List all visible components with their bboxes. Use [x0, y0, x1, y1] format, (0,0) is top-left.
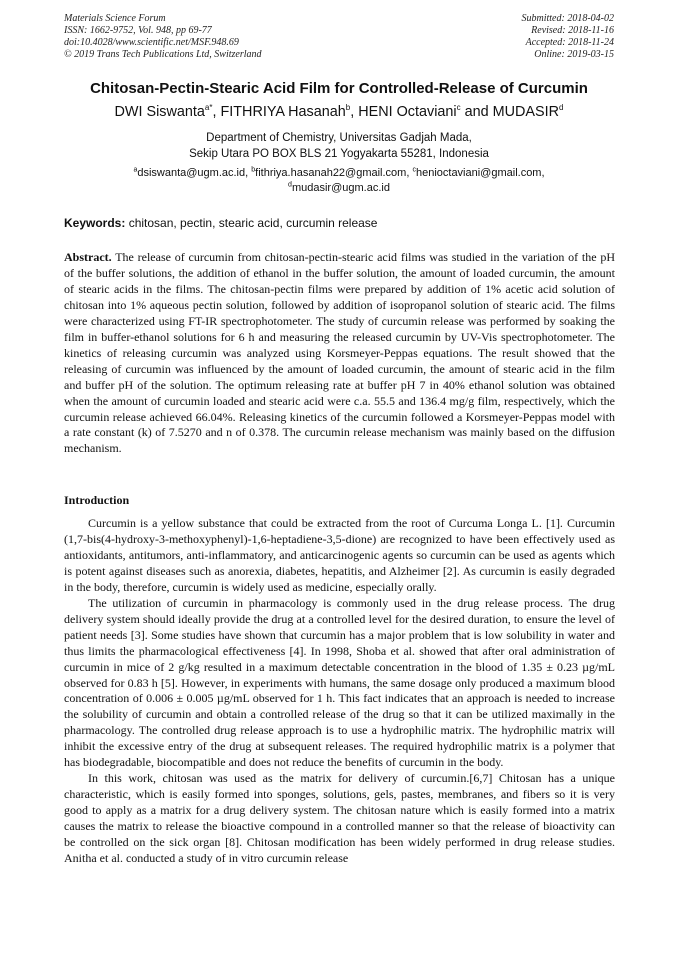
- keywords-text: chitosan, pectin, stearic acid, curcumin release: [125, 216, 378, 230]
- email-address[interactable]: henioctaviani@gmail.com: [415, 167, 542, 179]
- email-address[interactable]: fithriya.hasanah22@gmail.com: [255, 167, 407, 179]
- email-superscript: c: [412, 166, 416, 174]
- paragraph: The utilization of curcumin in pharmacology is commonly used in the drug release process. The drug delivery system should ideally provide the drug at a controlled level for the desired duration, to ensure the level of patient needs [3]. Some studies have shown that curcumin has a major problem that is low solubility in water and thus limits the pharmacological effectiveness [4]. In 1998, Shoba et al. showed that after oral administration of curcumin in mice of 2 g/kg resulted in a maximum detectable concentration in the blood of 1.35 ± 0.23 µg/mL observed for 0.83 h [5]. However, in experiments with humans, the same dosage only produced a maximum blood concentration of 0.006 ± 0.005 µg/mL observed for 1 h. This fact indicates that an approach is needed to increase the solubility of curcumin and obtain a controlled release of the drug so that it can be utilized maximally in the pharmacology. The controlled drug release approach is to use a hydrophilic matrix. The hydrophilic matrix will inhibit the excessive entry of the drug at subsequent releases. The required hydrophilic matrix is a polymer that has biodegradable, biocompatible and does not reduce the benefits of curcumin in the body.: [64, 595, 615, 770]
- affiliation: [40, 130, 638, 162]
- author-emails: $^a$dsiswanta@ugm.ac.id, $^b$fithriya.hasanah22@gmail.com, $^c$henioctaviani@gmail.com, $^d$mudasir@ugm.ac.id: [133, 166, 545, 194]
- journal-issn: ISSN: 1662-9752, Vol. 948, pp 69-77: [64, 25, 212, 36]
- journal-copyright: © 2019 Trans Tech Publications Ltd, Switzerland: [64, 49, 262, 60]
- author-name: MUDASIR: [492, 104, 559, 120]
- email-address[interactable]: dsiswanta@ugm.ac.id: [137, 167, 246, 179]
- abstract-text: The release of curcumin from chitosan-pectin-stearic acid films was studied in the variation of the pH of the buffer solutions, the addition of ethanol in the buffer solution, the amount of loaded curcumin, the amount of stearic acids in the films. The chitosan-pectin films were prepared by addition of 1% acetic acid solution of chitosan into 1% aqueous pectin solution, followed by addition of isopropanol solution of stearic acid. The films were characterized using FT-IR spectrophotometer. The study of curcumin release was performed by soaking the film in buffer-ethanol solutions for 6 h and measuring the released curcumin by UV-Vis spectrophotometer. The kinetics of releasing curcumin was analyzed using Korsmeyer-Peppas equations. The result showed that the releasing of curcumin was influenced by the amount of loaded curcumin, the amount of stearic acid in the film and buffer pH of the solution. The optimum releasing rate at buffer pH 7 in 40% ethanol solution was obtained when the amount of curcumin loaded and stearic acid were c.a. 55.5 and 136.4 mg/g film, respectively, which the curcumin release achieved 66.04%. Releasing kinetics of the curcumin followed a Korsmeyer-Peppas model with a rate constant (k) of 7.5270 and n of 0.378. The curcumin release mechanism was mainly based on the diffusion mechanism.: [64, 250, 615, 456]
- section-heading-introduction: Introduction: [64, 493, 130, 507]
- author-superscript: a*: [204, 103, 213, 113]
- affiliation-line: Department of Chemistry, Universitas Gadjah Mada,: [206, 132, 472, 144]
- author-superscript: c: [456, 103, 461, 113]
- journal-header-right: [522, 13, 615, 61]
- paper-title: Chitosan-Pectin-Stearic Acid Film for Controlled-Release of Curcumin: [90, 80, 588, 97]
- paragraph: Curcumin is a yellow substance that could be extracted from the root of Curcuma Longa L. [1]. Curcumin (1,7-bis(4-hydroxy-3-methoxyphenyl)-1,6-heptadiene-3,5-dione) are recognized to have been effectively used as antioxidants, antitumors, anti-inflammatory, and anticarcinogenic agents so curcumin can be used as agents which is potent against diseases such as anorexia, diabetes, hepatitis, and Alzheimer [2]. As curcumin is easily degraded in the body, therefore, curcumin is widely used as medicine, especially orally.: [64, 516, 615, 594]
- author-separator: ,: [350, 104, 359, 120]
- affiliation-line: Sekip Utara PO BOX BLS 21 Yogyakarta 55281, Indonesia: [189, 148, 489, 160]
- introduction-body: [64, 516, 615, 867]
- date-online: Online: 2019-03-15: [534, 49, 614, 60]
- author-separator: ,: [212, 104, 221, 120]
- keywords: [64, 216, 614, 230]
- journal-name: Materials Science Forum: [64, 13, 166, 24]
- abstract-label: Abstract.: [64, 250, 112, 264]
- email-superscript: d: [288, 181, 292, 189]
- author-name: DWI Siswanta: [114, 104, 205, 120]
- keywords-label: Keywords:: [64, 216, 126, 230]
- author-superscript: d: [559, 103, 564, 113]
- author-name: HENI Octaviani: [358, 104, 457, 120]
- paragraph: In this work, chitosan was used as the matrix for delivery of curcumin.[6,7] Chitosan has a unique characteristic, which is easily formed into sponges, solutions, gels, pastes, membranes, and fibers so it is very good to apply as a matrix for a drug delivery system. The chitosan nature which is easily formed into a matrix causes the matrix to release the bioactive compound in a controlled manner so that the release of bioactivity can be controlled on the sick organ [8]. Chitosan modification has been widely performed in drug release studies. Anitha et al. conducted a study of in vitro curcumin release: [64, 771, 615, 866]
- author-superscript: b: [345, 103, 351, 113]
- email-address[interactable]: mudasir@ugm.ac.id: [291, 182, 390, 194]
- date-accepted: Accepted: 2018-11-24: [525, 37, 614, 48]
- author-separator: and: [460, 104, 493, 120]
- date-submitted: Submitted: 2018-04-02: [521, 13, 614, 24]
- journal-doi: doi:10.4028/www.scientific.net/MSF.948.69: [64, 37, 239, 48]
- author-list: [40, 104, 638, 120]
- email-superscript: a: [133, 166, 138, 174]
- email-superscript: b: [251, 166, 256, 174]
- abstract: [64, 250, 615, 457]
- journal-header-left: [64, 13, 262, 61]
- author-name: FITHRIYA Hasanah: [220, 104, 346, 120]
- date-revised: Revised: 2018-11-16: [531, 25, 614, 36]
